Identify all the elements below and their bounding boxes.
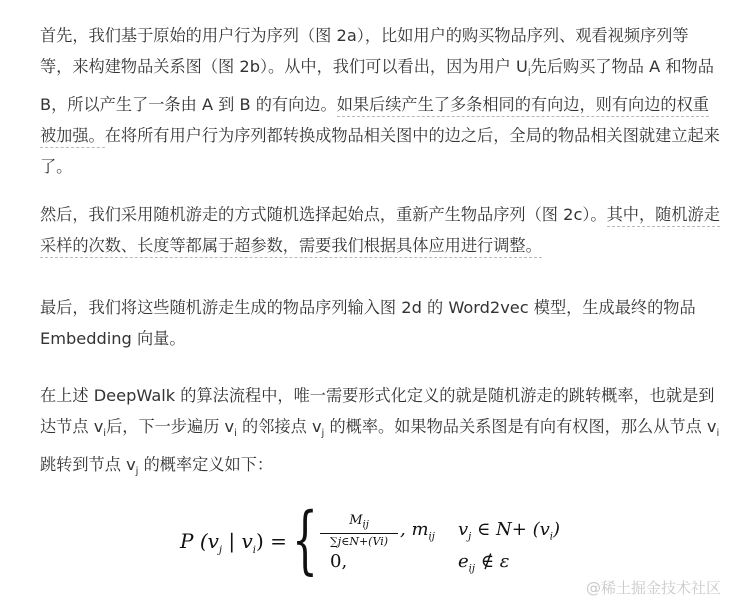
p1-text-d: 在将所有用户行为序列都转换成物品相关图中的边之后，全局的物品相关图就建立起来了。 [40, 126, 720, 177]
formula-lhs [180, 529, 287, 556]
formula-denominator: ∑j∈N+(Vi) [329, 534, 389, 548]
p4-sub-e: j [135, 466, 139, 478]
paragraph-1 [40, 20, 720, 182]
p2-text-a: 然后，我们采用随机游走的方式随机选择起始点，重新产生物品序列（图 2c）。 [40, 205, 607, 224]
formula-c2-rest: ∉ ε [474, 551, 510, 572]
paragraph-3 [40, 292, 720, 354]
p4-sub-a: i [103, 428, 107, 440]
formula-c1-rest: ∈ N+ (v [471, 519, 550, 540]
formula-lhs-sub-j: j [218, 545, 223, 556]
formula-lhs-sub-i: i [252, 545, 256, 556]
p4-text-b: 后，下一步遍历 v [106, 417, 235, 436]
p1-text-a: 首先，我们基于原始的用户行为序列（图 2a），比如用户的购买物品序列、观看视频序列等等，来构建物品关系图（图 2b）。从中，我们可以看出，因为用户 U [40, 26, 689, 76]
formula-numerator [320, 513, 398, 534]
formula-c1-sub: j [468, 531, 472, 543]
formula-c2-e: e [458, 551, 469, 572]
formula-c1-v: v [458, 519, 469, 540]
formula-brace: { [292, 497, 318, 583]
paragraph-2 [40, 199, 720, 261]
formula-c1-end: ) [553, 519, 561, 540]
p4-text-a: 在上述 DeepWalk 的算法流程中，唯一需要形式化定义的就是随机游走的跳转概率，也就是到达节点 v [40, 386, 715, 436]
formula-condition-1 [458, 519, 560, 543]
formula-num-m: M [349, 513, 363, 528]
p4-text-d: 的概率。如果物品关系图是有向有权图，那么从节点 v [324, 417, 717, 436]
p1-sub: i [527, 68, 531, 80]
formula-fraction [320, 513, 398, 548]
formula-c2-sub: ij [468, 563, 475, 575]
p1-text-b: 先后购买了物品 A 和物品 B，所以产生了一条由 A 到 B 的有向边。 [40, 57, 714, 115]
paragraph-4 [40, 380, 720, 487]
p4-text-f: 的概率定义如下： [138, 455, 274, 475]
formula-c1-sub2: i [549, 531, 553, 543]
p3-text-a: 最后，我们将这些随机游走生成的物品序列输入图 2d 的 Word2vec 模型，生成最终的物品 Embedding 向量。 [40, 298, 696, 348]
formula-condition-2 [458, 551, 509, 575]
formula-weight [400, 519, 435, 543]
formula-lhs-mid: | v [222, 529, 253, 553]
formula-m-sub: ij [428, 531, 435, 543]
p4-sub-d: i [716, 428, 720, 440]
p1-text-c: 如果后续产生了多条相同的有向边，则有向边的权重被加强。 [40, 95, 709, 148]
formula-lhs-end: ) = [256, 529, 287, 553]
formula-m: , m [400, 519, 429, 540]
probability-formula [180, 497, 600, 585]
p2-text-b: 其中，随机游走采样的次数、长度等都属于超参数，需要我们根据具体应用进行调整。 [40, 205, 720, 258]
formula-lhs-p: P (v [180, 529, 219, 553]
formula-num-sub: ij [362, 519, 369, 531]
p4-sub-c: j [321, 428, 325, 440]
p4-text-c: 的邻接点 v [236, 417, 322, 436]
p4-text-e: 跳转到节点 v [40, 455, 136, 475]
site-watermark: @稀土掘金技术社区 [585, 579, 721, 597]
formula-zero: 0, [330, 551, 348, 572]
p4-sub-b: i [234, 428, 237, 440]
